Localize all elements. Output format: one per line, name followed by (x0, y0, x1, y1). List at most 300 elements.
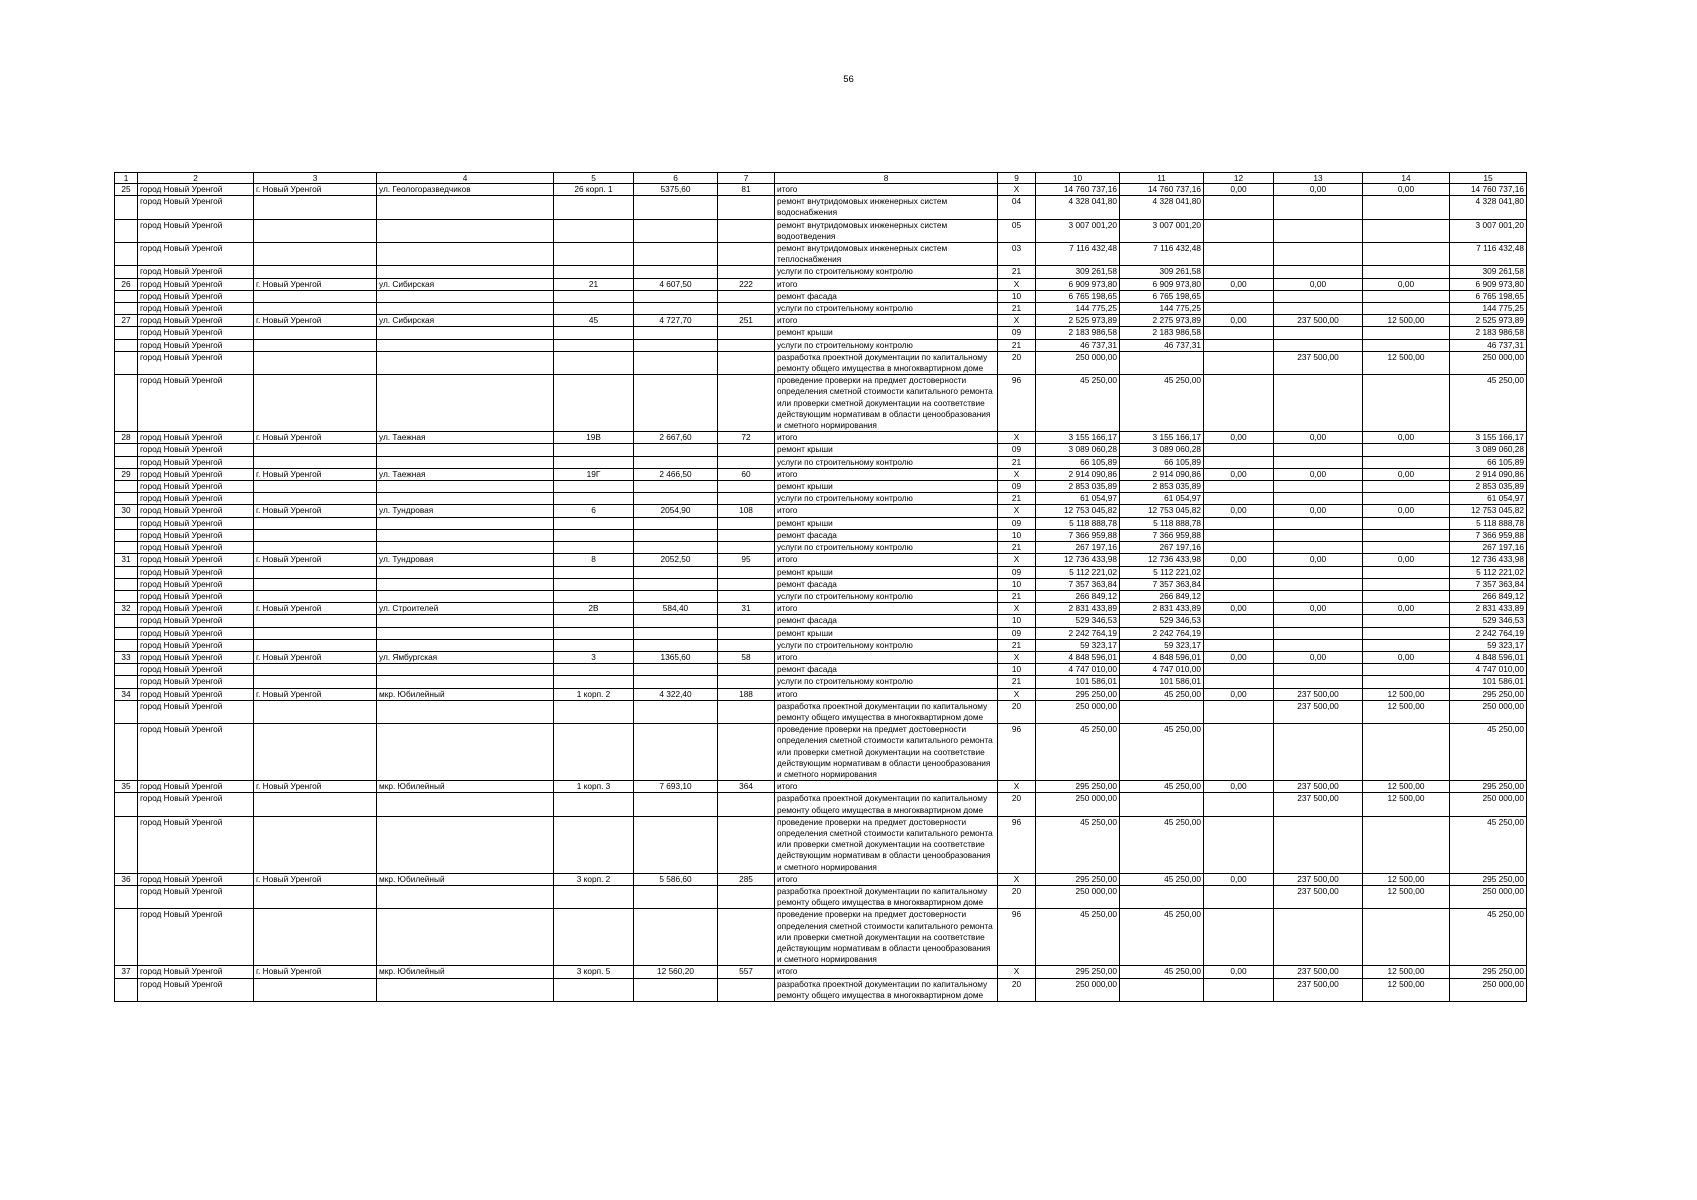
column-header: 8 (775, 173, 998, 184)
municipality-cell: город Новый Уренгой (138, 481, 254, 493)
row-number-cell: 29 (115, 468, 138, 480)
municipality-cell: город Новый Уренгой (138, 327, 254, 339)
federal-cell (1204, 290, 1274, 302)
federal-cell: 0,00 (1204, 432, 1274, 444)
area-cell (634, 978, 718, 1001)
row-number-cell (115, 590, 138, 602)
total-cost-cell: 7 116 432,48 (1036, 243, 1120, 266)
regional-budget-cell: 237 500,00 (1274, 781, 1363, 793)
street-cell (377, 615, 554, 627)
column-header: 15 (1450, 173, 1527, 184)
settlement-cell (254, 303, 377, 315)
regional-fund-cell: 266 849,12 (1120, 590, 1204, 602)
owners-funds-cell: 45 250,00 (1450, 909, 1527, 966)
work-type-cell: разработка проектной документации по капитальному ремонту общего имущества в многоквартирном доме (775, 978, 998, 1001)
residents-cell (718, 885, 775, 908)
street-cell (377, 456, 554, 468)
total-cost-cell: 45 250,00 (1036, 816, 1120, 873)
area-cell: 12 560,20 (634, 966, 718, 978)
local-budget-cell (1363, 724, 1450, 781)
row-number-cell: 25 (115, 184, 138, 196)
residents-cell (718, 493, 775, 505)
regional-fund-cell: 2 914 090,86 (1120, 468, 1204, 480)
work-type-cell: итого (775, 688, 998, 700)
work-type-cell: разработка проектной документации по капитальному ремонту общего имущества в многоквартирном доме (775, 700, 998, 723)
residents-cell (718, 700, 775, 723)
work-type-cell: итого (775, 468, 998, 480)
federal-cell (1204, 578, 1274, 590)
work-type-cell: итого (775, 873, 998, 885)
house-number-cell (554, 351, 634, 374)
house-number-cell: 26 корп. 1 (554, 184, 634, 196)
settlement-cell (254, 615, 377, 627)
house-number-cell (554, 664, 634, 676)
table-row (115, 432, 1527, 444)
regional-fund-cell: 45 250,00 (1120, 966, 1204, 978)
row-number-cell (115, 978, 138, 1001)
work-type-cell: ремонт внутридомовых инженерных систем водоотведения (775, 219, 998, 242)
local-budget-cell (1363, 481, 1450, 493)
area-cell: 2 466,50 (634, 468, 718, 480)
table-row (115, 303, 1527, 315)
owners-funds-cell: 529 346,53 (1450, 615, 1527, 627)
residents-cell (718, 676, 775, 688)
work-code-cell: 20 (998, 793, 1036, 816)
local-budget-cell (1363, 664, 1450, 676)
table-row (115, 873, 1527, 885)
work-type-cell: итого (775, 278, 998, 290)
local-budget-cell: 12 500,00 (1363, 781, 1450, 793)
work-code-cell: X (998, 184, 1036, 196)
residents-cell: 108 (718, 505, 775, 517)
street-cell (377, 978, 554, 1001)
regional-budget-cell (1274, 529, 1363, 541)
row-number-cell (115, 196, 138, 219)
settlement-cell (254, 793, 377, 816)
area-cell (634, 303, 718, 315)
owners-funds-cell: 295 250,00 (1450, 688, 1527, 700)
owners-funds-cell: 144 775,25 (1450, 303, 1527, 315)
local-budget-cell: 12 500,00 (1363, 700, 1450, 723)
work-type-cell: итого (775, 315, 998, 327)
settlement-cell (254, 456, 377, 468)
house-number-cell (554, 724, 634, 781)
residents-cell (718, 664, 775, 676)
municipality-cell: город Новый Уренгой (138, 781, 254, 793)
municipality-cell: город Новый Уренгой (138, 542, 254, 554)
table-row (115, 278, 1527, 290)
owners-funds-cell: 2 853 035,89 (1450, 481, 1527, 493)
settlement-cell (254, 375, 377, 432)
owners-funds-cell: 295 250,00 (1450, 966, 1527, 978)
work-code-cell: 10 (998, 664, 1036, 676)
owners-funds-cell: 45 250,00 (1450, 375, 1527, 432)
federal-cell (1204, 885, 1274, 908)
work-code-cell: 21 (998, 590, 1036, 602)
street-cell (377, 676, 554, 688)
local-budget-cell: 12 500,00 (1363, 873, 1450, 885)
local-budget-cell (1363, 196, 1450, 219)
total-cost-cell: 2 853 035,89 (1036, 481, 1120, 493)
column-header: 5 (554, 173, 634, 184)
table-row (115, 219, 1527, 242)
street-cell (377, 816, 554, 873)
work-code-cell: 09 (998, 566, 1036, 578)
owners-funds-cell: 3 089 060,28 (1450, 444, 1527, 456)
municipality-cell: город Новый Уренгой (138, 566, 254, 578)
federal-cell (1204, 639, 1274, 651)
table-row (115, 664, 1527, 676)
regional-budget-cell (1274, 481, 1363, 493)
house-number-cell (554, 196, 634, 219)
federal-cell (1204, 339, 1274, 351)
street-cell (377, 243, 554, 266)
local-budget-cell (1363, 816, 1450, 873)
row-number-cell: 36 (115, 873, 138, 885)
table-row (115, 243, 1527, 266)
regional-budget-cell (1274, 909, 1363, 966)
table-row (115, 493, 1527, 505)
local-budget-cell: 0,00 (1363, 432, 1450, 444)
owners-funds-cell: 250 000,00 (1450, 793, 1527, 816)
settlement-cell: г. Новый Уренгой (254, 688, 377, 700)
municipality-cell: город Новый Уренгой (138, 444, 254, 456)
local-budget-cell (1363, 327, 1450, 339)
settlement-cell: г. Новый Уренгой (254, 278, 377, 290)
table-row (115, 315, 1527, 327)
work-type-cell: ремонт крыши (775, 327, 998, 339)
municipality-cell: город Новый Уренгой (138, 639, 254, 651)
area-cell (634, 196, 718, 219)
municipality-cell: город Новый Уренгой (138, 664, 254, 676)
municipality-cell: город Новый Уренгой (138, 676, 254, 688)
municipality-cell: город Новый Уренгой (138, 290, 254, 302)
regional-budget-cell: 0,00 (1274, 432, 1363, 444)
residents-cell: 364 (718, 781, 775, 793)
area-cell (634, 375, 718, 432)
federal-cell (1204, 978, 1274, 1001)
column-header: 7 (718, 173, 775, 184)
column-header: 9 (998, 173, 1036, 184)
street-cell (377, 375, 554, 432)
street-cell: ул. Сибирская (377, 315, 554, 327)
house-number-cell (554, 978, 634, 1001)
settlement-cell (254, 590, 377, 602)
total-cost-cell: 3 089 060,28 (1036, 444, 1120, 456)
total-cost-cell: 4 848 596,01 (1036, 651, 1120, 663)
total-cost-cell: 12 753 045,82 (1036, 505, 1120, 517)
regional-budget-cell (1274, 303, 1363, 315)
municipality-cell: город Новый Уренгой (138, 978, 254, 1001)
regional-fund-cell: 2 183 986,58 (1120, 327, 1204, 339)
work-code-cell: 04 (998, 196, 1036, 219)
table-row (115, 517, 1527, 529)
federal-cell (1204, 196, 1274, 219)
residents-cell (718, 724, 775, 781)
total-cost-cell: 66 105,89 (1036, 456, 1120, 468)
column-header: 10 (1036, 173, 1120, 184)
area-cell (634, 615, 718, 627)
table-row (115, 978, 1527, 1001)
residents-cell: 188 (718, 688, 775, 700)
regional-fund-cell: 66 105,89 (1120, 456, 1204, 468)
municipality-cell: город Новый Уренгой (138, 375, 254, 432)
row-number-cell (115, 481, 138, 493)
owners-funds-cell: 266 849,12 (1450, 590, 1527, 602)
area-cell (634, 664, 718, 676)
row-number-cell (115, 290, 138, 302)
street-cell (377, 529, 554, 541)
row-number-cell: 31 (115, 554, 138, 566)
area-cell (634, 793, 718, 816)
work-code-cell: 10 (998, 529, 1036, 541)
federal-cell: 0,00 (1204, 505, 1274, 517)
settlement-cell (254, 196, 377, 219)
area-cell (634, 493, 718, 505)
settlement-cell (254, 339, 377, 351)
residents-cell (718, 266, 775, 278)
owners-funds-cell: 6 765 198,65 (1450, 290, 1527, 302)
row-number-cell (115, 664, 138, 676)
municipality-cell: город Новый Уренгой (138, 219, 254, 242)
municipality-cell: город Новый Уренгой (138, 196, 254, 219)
municipality-cell: город Новый Уренгой (138, 456, 254, 468)
total-cost-cell: 267 197,16 (1036, 542, 1120, 554)
regional-budget-cell (1274, 578, 1363, 590)
table-row (115, 603, 1527, 615)
settlement-cell (254, 481, 377, 493)
regional-fund-cell: 5 118 888,78 (1120, 517, 1204, 529)
table-row (115, 339, 1527, 351)
municipality-cell: город Новый Уренгой (138, 278, 254, 290)
regional-fund-cell (1120, 978, 1204, 1001)
residents-cell (718, 793, 775, 816)
municipality-cell: город Новый Уренгой (138, 627, 254, 639)
work-type-cell: услуги по строительному контролю (775, 590, 998, 602)
work-type-cell: итого (775, 603, 998, 615)
regional-budget-cell (1274, 615, 1363, 627)
municipality-cell: город Новый Уренгой (138, 724, 254, 781)
owners-funds-cell: 101 586,01 (1450, 676, 1527, 688)
work-type-cell: услуги по строительному контролю (775, 493, 998, 505)
row-number-cell (115, 351, 138, 374)
regional-budget-cell (1274, 639, 1363, 651)
row-number-cell: 28 (115, 432, 138, 444)
work-type-cell: услуги по строительному контролю (775, 639, 998, 651)
local-budget-cell (1363, 578, 1450, 590)
residents-cell (718, 615, 775, 627)
regional-fund-cell: 45 250,00 (1120, 724, 1204, 781)
row-number-cell (115, 303, 138, 315)
house-number-cell (554, 542, 634, 554)
row-number-cell (115, 444, 138, 456)
table-row (115, 781, 1527, 793)
work-type-cell: услуги по строительному контролю (775, 303, 998, 315)
total-cost-cell: 266 849,12 (1036, 590, 1120, 602)
house-number-cell (554, 339, 634, 351)
municipality-cell: город Новый Уренгой (138, 966, 254, 978)
owners-funds-cell: 12 753 045,82 (1450, 505, 1527, 517)
work-type-cell: ремонт крыши (775, 566, 998, 578)
municipality-cell: город Новый Уренгой (138, 432, 254, 444)
owners-funds-cell: 7 357 363,84 (1450, 578, 1527, 590)
owners-funds-cell: 2 242 764,19 (1450, 627, 1527, 639)
municipality-cell: город Новый Уренгой (138, 184, 254, 196)
regional-fund-cell (1120, 885, 1204, 908)
local-budget-cell: 0,00 (1363, 651, 1450, 663)
owners-funds-cell: 295 250,00 (1450, 873, 1527, 885)
table-row (115, 444, 1527, 456)
total-cost-cell: 2 242 764,19 (1036, 627, 1120, 639)
regional-budget-cell: 0,00 (1274, 603, 1363, 615)
area-cell (634, 266, 718, 278)
total-cost-cell: 144 775,25 (1036, 303, 1120, 315)
row-number-cell (115, 542, 138, 554)
local-budget-cell: 0,00 (1363, 468, 1450, 480)
street-cell (377, 578, 554, 590)
residents-cell (718, 639, 775, 651)
residents-cell: 557 (718, 966, 775, 978)
settlement-cell (254, 243, 377, 266)
total-cost-cell: 4 747 010,00 (1036, 664, 1120, 676)
work-type-cell: проведение проверки на предмет достоверности определения сметной стоимости капитального ремонта или проверки сметной документации на соответствие действующим нормативам в области ценообразования и сметного нормирования (775, 909, 998, 966)
street-cell: ул. Строителей (377, 603, 554, 615)
regional-fund-cell: 4 747 010,00 (1120, 664, 1204, 676)
table-row (115, 266, 1527, 278)
owners-funds-cell: 250 000,00 (1450, 885, 1527, 908)
row-number-cell (115, 700, 138, 723)
residents-cell: 81 (718, 184, 775, 196)
column-header: 6 (634, 173, 718, 184)
settlement-cell (254, 978, 377, 1001)
owners-funds-cell: 3 007 001,20 (1450, 219, 1527, 242)
regional-fund-cell: 267 197,16 (1120, 542, 1204, 554)
regional-budget-cell (1274, 493, 1363, 505)
regional-budget-cell (1274, 517, 1363, 529)
work-code-cell: X (998, 505, 1036, 517)
row-number-cell (115, 566, 138, 578)
local-budget-cell (1363, 303, 1450, 315)
owners-funds-cell: 61 054,97 (1450, 493, 1527, 505)
regional-fund-cell: 4 328 041,80 (1120, 196, 1204, 219)
street-cell (377, 664, 554, 676)
work-type-cell: проведение проверки на предмет достоверности определения сметной стоимости капитального ремонта или проверки сметной документации на соответствие действующим нормативам в области ценообразования и сметного нормирования (775, 724, 998, 781)
federal-cell (1204, 627, 1274, 639)
area-cell (634, 290, 718, 302)
regional-budget-cell (1274, 243, 1363, 266)
work-code-cell: X (998, 468, 1036, 480)
residents-cell: 251 (718, 315, 775, 327)
house-number-cell (554, 243, 634, 266)
settlement-cell (254, 493, 377, 505)
regional-budget-cell (1274, 327, 1363, 339)
regional-budget-cell (1274, 590, 1363, 602)
federal-cell (1204, 327, 1274, 339)
federal-cell (1204, 676, 1274, 688)
row-number-cell (115, 816, 138, 873)
area-cell (634, 700, 718, 723)
regional-budget-cell (1274, 664, 1363, 676)
total-cost-cell: 250 000,00 (1036, 978, 1120, 1001)
federal-cell (1204, 615, 1274, 627)
residents-cell (718, 243, 775, 266)
street-cell (377, 724, 554, 781)
house-number-cell (554, 517, 634, 529)
table-row (115, 375, 1527, 432)
settlement-cell: г. Новый Уренгой (254, 315, 377, 327)
house-number-cell (554, 444, 634, 456)
total-cost-cell: 295 250,00 (1036, 966, 1120, 978)
residents-cell (718, 517, 775, 529)
area-cell (634, 481, 718, 493)
house-number-cell (554, 793, 634, 816)
table-row (115, 505, 1527, 517)
total-cost-cell: 5 112 221,02 (1036, 566, 1120, 578)
area-cell (634, 885, 718, 908)
column-header: 14 (1363, 173, 1450, 184)
work-code-cell: 10 (998, 615, 1036, 627)
residents-cell (718, 816, 775, 873)
residents-cell (718, 578, 775, 590)
street-cell (377, 542, 554, 554)
table-row (115, 554, 1527, 566)
municipality-cell: город Новый Уренгой (138, 651, 254, 663)
street-cell (377, 639, 554, 651)
total-cost-cell: 7 357 363,84 (1036, 578, 1120, 590)
column-header: 12 (1204, 173, 1274, 184)
regional-fund-cell: 3 007 001,20 (1120, 219, 1204, 242)
table-row (115, 627, 1527, 639)
table-row (115, 676, 1527, 688)
street-cell (377, 219, 554, 242)
work-code-cell: 21 (998, 676, 1036, 688)
work-code-cell: 21 (998, 456, 1036, 468)
street-cell: мкр. Юбилейный (377, 781, 554, 793)
work-code-cell: X (998, 688, 1036, 700)
municipality-cell: город Новый Уренгой (138, 517, 254, 529)
row-number-cell (115, 578, 138, 590)
house-number-cell (554, 615, 634, 627)
table-row (115, 639, 1527, 651)
owners-funds-cell: 45 250,00 (1450, 816, 1527, 873)
owners-funds-cell: 2 831 433,89 (1450, 603, 1527, 615)
table-row (115, 468, 1527, 480)
area-cell (634, 517, 718, 529)
local-budget-cell: 0,00 (1363, 554, 1450, 566)
municipality-cell: город Новый Уренгой (138, 339, 254, 351)
regional-budget-cell: 0,00 (1274, 651, 1363, 663)
owners-funds-cell: 12 736 433,98 (1450, 554, 1527, 566)
settlement-cell (254, 885, 377, 908)
street-cell (377, 444, 554, 456)
regional-budget-cell (1274, 375, 1363, 432)
table-body (115, 184, 1527, 1002)
regional-fund-cell: 2 831 433,89 (1120, 603, 1204, 615)
municipality-cell: город Новый Уренгой (138, 554, 254, 566)
settlement-cell (254, 700, 377, 723)
street-cell: ул. Таежная (377, 432, 554, 444)
work-code-cell: 20 (998, 978, 1036, 1001)
regional-fund-cell: 3 155 166,17 (1120, 432, 1204, 444)
street-cell (377, 266, 554, 278)
area-cell (634, 627, 718, 639)
local-budget-cell (1363, 529, 1450, 541)
owners-funds-cell: 7 116 432,48 (1450, 243, 1527, 266)
owners-funds-cell: 3 155 166,17 (1450, 432, 1527, 444)
area-cell (634, 243, 718, 266)
work-code-cell: 20 (998, 885, 1036, 908)
row-number-cell: 30 (115, 505, 138, 517)
